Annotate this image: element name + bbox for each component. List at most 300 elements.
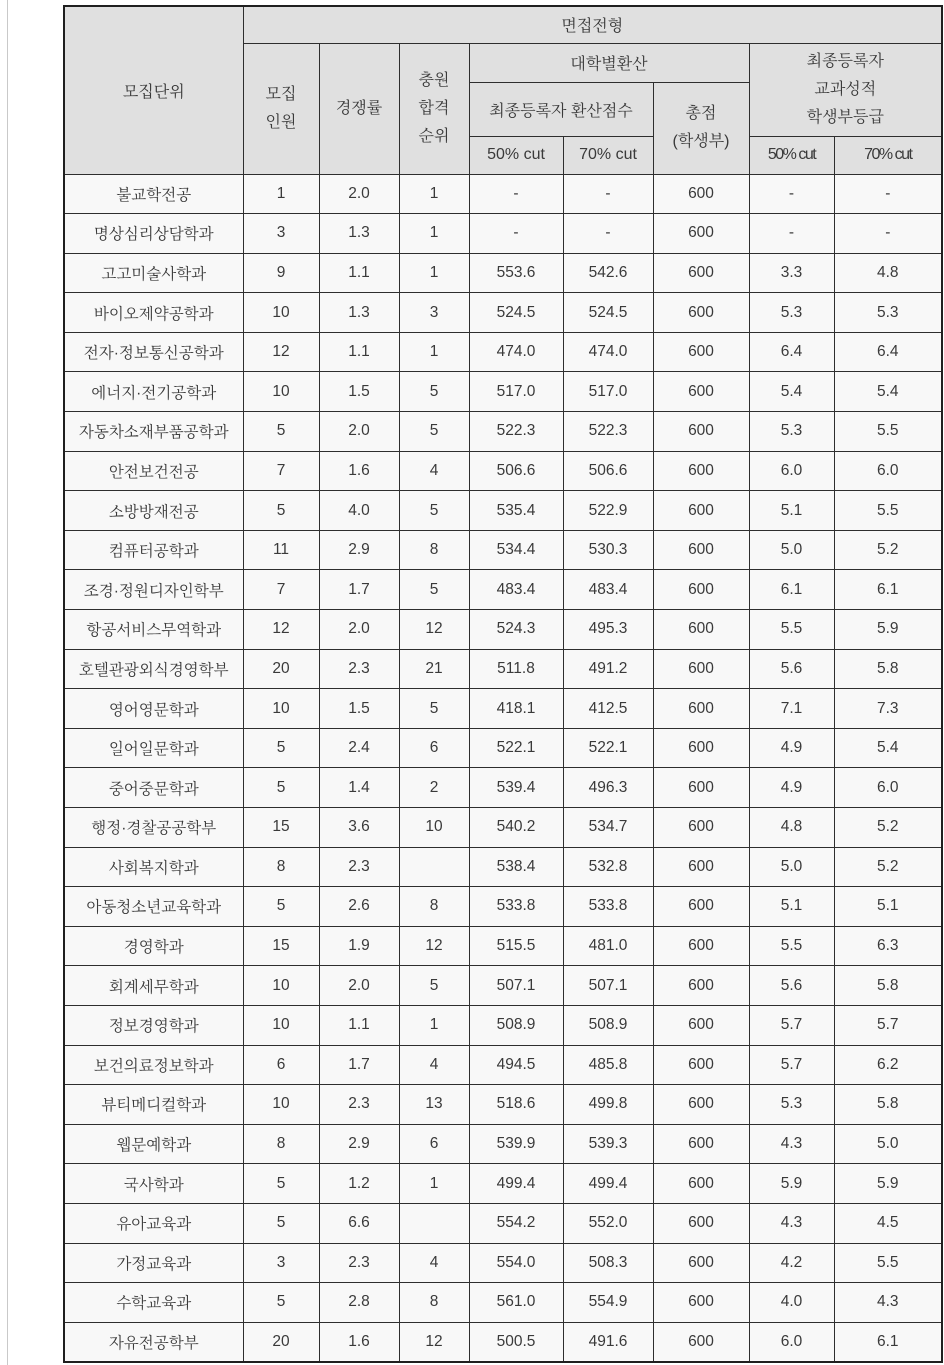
grade70-cell: 5.8 bbox=[834, 649, 942, 689]
quota-cell: 8 bbox=[243, 1124, 319, 1164]
ratio-cell: 4.0 bbox=[319, 491, 399, 531]
unit-name-cell: 일어일문학과 bbox=[64, 728, 243, 768]
total-cell: 600 bbox=[653, 649, 749, 689]
header-grade-cut70: 70% cut bbox=[834, 136, 942, 174]
cut50-cell: - bbox=[469, 214, 563, 254]
ratio-cell: 1.4 bbox=[319, 768, 399, 808]
total-cell: 600 bbox=[653, 847, 749, 887]
fill_rank-cell: 5 bbox=[399, 689, 469, 729]
grade70-cell: 5.4 bbox=[834, 728, 942, 768]
grade70-cell: 5.5 bbox=[834, 1243, 942, 1283]
quota-cell: 10 bbox=[243, 372, 319, 412]
table-row bbox=[64, 491, 942, 531]
ratio-cell: 2.3 bbox=[319, 1085, 399, 1125]
ratio-cell: 2.8 bbox=[319, 1283, 399, 1323]
quota-cell: 8 bbox=[243, 847, 319, 887]
grade50-cell: 4.9 bbox=[749, 728, 834, 768]
quota-cell: 5 bbox=[243, 728, 319, 768]
ratio-cell: 1.2 bbox=[319, 1164, 399, 1204]
grade50-cell: 4.9 bbox=[749, 768, 834, 808]
cut50-cell: 539.4 bbox=[469, 768, 563, 808]
cut50-cell: 524.3 bbox=[469, 610, 563, 650]
unit-name-cell: 자동차소재부품공학과 bbox=[64, 412, 243, 452]
cut50-cell: 507.1 bbox=[469, 966, 563, 1006]
header-ratio bbox=[319, 43, 399, 174]
unit-name-cell: 유아교육과 bbox=[64, 1203, 243, 1243]
total-cell: 600 bbox=[653, 1203, 749, 1243]
table-header bbox=[64, 6, 942, 174]
total-cell: 600 bbox=[653, 887, 749, 927]
total-cell: 600 bbox=[653, 1124, 749, 1164]
grade50-cell: 5.6 bbox=[749, 966, 834, 1006]
fill_rank-cell: 5 bbox=[399, 570, 469, 610]
total-cell: 600 bbox=[653, 332, 749, 372]
cut50-cell: 518.6 bbox=[469, 1085, 563, 1125]
header-total-line2: (학생부) bbox=[672, 133, 730, 150]
cut70-cell: 522.1 bbox=[563, 728, 653, 768]
cut50-cell: 522.1 bbox=[469, 728, 563, 768]
total-cell: 600 bbox=[653, 174, 749, 214]
grade70-cell: 5.8 bbox=[834, 1085, 942, 1125]
ratio-cell: 2.0 bbox=[319, 610, 399, 650]
fill_rank-cell: 5 bbox=[399, 966, 469, 1006]
unit-name-cell: 행정·경찰공공학부 bbox=[64, 808, 243, 848]
unit-name-cell: 바이오제약공학과 bbox=[64, 293, 243, 333]
unit-name-cell: 명상심리상담학과 bbox=[64, 214, 243, 254]
table-row bbox=[64, 214, 942, 254]
cut70-cell: 534.7 bbox=[563, 808, 653, 848]
ratio-cell: 2.3 bbox=[319, 1243, 399, 1283]
ratio-cell: 2.9 bbox=[319, 1124, 399, 1164]
table-row bbox=[64, 768, 942, 808]
table-row bbox=[64, 1045, 942, 1085]
unit-name-cell: 전자·정보통신공학과 bbox=[64, 332, 243, 372]
total-cell: 600 bbox=[653, 1283, 749, 1323]
table-row bbox=[64, 649, 942, 689]
grade70-cell: 5.5 bbox=[834, 491, 942, 531]
quota-cell: 5 bbox=[243, 1203, 319, 1243]
ratio-cell: 1.1 bbox=[319, 332, 399, 372]
grade50-cell: 5.0 bbox=[749, 847, 834, 887]
quota-cell: 9 bbox=[243, 253, 319, 293]
fill_rank-cell: 2 bbox=[399, 768, 469, 808]
grade70-cell: 5.1 bbox=[834, 887, 942, 927]
header-grade-line1: 최종등록자 bbox=[806, 52, 884, 70]
grade70-cell: 5.2 bbox=[834, 530, 942, 570]
unit-name-cell: 국사학과 bbox=[64, 1164, 243, 1204]
table-row bbox=[64, 926, 942, 966]
unit-name-cell: 조경·정원디자인학부 bbox=[64, 570, 243, 610]
cut50-cell: 533.8 bbox=[469, 887, 563, 927]
grade70-cell: 4.8 bbox=[834, 253, 942, 293]
quota-cell: 5 bbox=[243, 768, 319, 808]
quota-cell: 12 bbox=[243, 332, 319, 372]
cut50-cell: 534.4 bbox=[469, 530, 563, 570]
header-fill-line3: 순위 bbox=[418, 127, 450, 145]
unit-name-cell: 컴퓨터공학과 bbox=[64, 530, 243, 570]
ratio-cell: 3.6 bbox=[319, 808, 399, 848]
fill_rank-cell: 8 bbox=[399, 887, 469, 927]
cut50-cell: 554.0 bbox=[469, 1243, 563, 1283]
fill_rank-cell: 12 bbox=[399, 926, 469, 966]
cut70-cell: 530.3 bbox=[563, 530, 653, 570]
cut50-cell: 506.6 bbox=[469, 451, 563, 491]
fill_rank-cell: 1 bbox=[399, 1164, 469, 1204]
unit-name-cell: 사회복지학과 bbox=[64, 847, 243, 887]
cut50-cell: 511.8 bbox=[469, 649, 563, 689]
quota-cell: 5 bbox=[243, 412, 319, 452]
cut70-cell: 499.4 bbox=[563, 1164, 653, 1204]
fill_rank-cell: 4 bbox=[399, 1045, 469, 1085]
grade50-cell: 4.3 bbox=[749, 1124, 834, 1164]
grade50-cell: 6.1 bbox=[749, 570, 834, 610]
header-conv-cut50: 50% cut bbox=[469, 136, 563, 174]
cut70-cell: 532.8 bbox=[563, 847, 653, 887]
admission-table-container bbox=[63, 5, 943, 1363]
header-quota bbox=[243, 43, 319, 174]
grade50-cell: 4.0 bbox=[749, 1283, 834, 1323]
unit-name-cell: 수학교육과 bbox=[64, 1283, 243, 1323]
grade70-cell: 7.3 bbox=[834, 689, 942, 729]
grade70-cell: 5.4 bbox=[834, 372, 942, 412]
grade70-cell: - bbox=[834, 214, 942, 254]
quota-cell: 10 bbox=[243, 1005, 319, 1045]
table-row bbox=[64, 1283, 942, 1323]
unit-name-cell: 안전보건전공 bbox=[64, 451, 243, 491]
ratio-cell: 1.5 bbox=[319, 689, 399, 729]
table-row bbox=[64, 372, 942, 412]
grade50-cell: 5.3 bbox=[749, 412, 834, 452]
unit-name-cell: 항공서비스무역학과 bbox=[64, 610, 243, 650]
grade50-cell: 6.4 bbox=[749, 332, 834, 372]
grade50-cell: 6.0 bbox=[749, 451, 834, 491]
header-grade-cut50: 50% cut bbox=[749, 136, 834, 174]
ratio-cell: 1.6 bbox=[319, 451, 399, 491]
grade50-cell: 4.3 bbox=[749, 1203, 834, 1243]
total-cell: 600 bbox=[653, 214, 749, 254]
quota-cell: 5 bbox=[243, 887, 319, 927]
total-cell: 600 bbox=[653, 610, 749, 650]
ratio-cell: 1.1 bbox=[319, 253, 399, 293]
header-quota-line1: 모집 bbox=[265, 85, 297, 103]
cut70-cell: 496.3 bbox=[563, 768, 653, 808]
unit-name-cell: 웹문예학과 bbox=[64, 1124, 243, 1164]
cut70-cell: 483.4 bbox=[563, 570, 653, 610]
ratio-cell: 1.7 bbox=[319, 570, 399, 610]
grade70-cell: 6.4 bbox=[834, 332, 942, 372]
fill_rank-cell: 10 bbox=[399, 808, 469, 848]
grade70-cell: 5.9 bbox=[834, 1164, 942, 1204]
ratio-cell: 2.3 bbox=[319, 649, 399, 689]
grade70-cell: 6.1 bbox=[834, 570, 942, 610]
fill_rank-cell: 1 bbox=[399, 332, 469, 372]
total-cell: 600 bbox=[653, 1005, 749, 1045]
table-row bbox=[64, 253, 942, 293]
unit-name-cell: 회계세무학과 bbox=[64, 966, 243, 1006]
ratio-cell: 1.7 bbox=[319, 1045, 399, 1085]
table-row bbox=[64, 412, 942, 452]
total-cell: 600 bbox=[653, 689, 749, 729]
fill_rank-cell: 8 bbox=[399, 530, 469, 570]
table-row bbox=[64, 808, 942, 848]
table-row bbox=[64, 1124, 942, 1164]
header-univ-conversion-group bbox=[469, 43, 749, 82]
grade50-cell: 5.5 bbox=[749, 610, 834, 650]
cut50-cell: 517.0 bbox=[469, 372, 563, 412]
cut50-cell: 515.5 bbox=[469, 926, 563, 966]
cut50-cell: 561.0 bbox=[469, 1283, 563, 1323]
quota-cell: 10 bbox=[243, 689, 319, 729]
grade70-cell: 5.2 bbox=[834, 847, 942, 887]
total-cell: 600 bbox=[653, 1164, 749, 1204]
unit-name-cell: 정보경영학과 bbox=[64, 1005, 243, 1045]
cut70-cell: 485.8 bbox=[563, 1045, 653, 1085]
ratio-cell: 2.0 bbox=[319, 412, 399, 452]
fill_rank-cell: 5 bbox=[399, 412, 469, 452]
grade70-cell: 6.2 bbox=[834, 1045, 942, 1085]
header-recruit-unit bbox=[64, 6, 243, 174]
cut50-cell: 539.9 bbox=[469, 1124, 563, 1164]
total-cell: 600 bbox=[653, 1243, 749, 1283]
header-final-grade-group bbox=[749, 43, 942, 136]
cut70-cell: - bbox=[563, 174, 653, 214]
grade50-cell: 5.4 bbox=[749, 372, 834, 412]
header-conv-cut70: 70% cut bbox=[563, 136, 653, 174]
page-edge-line bbox=[7, 0, 8, 1365]
ratio-cell: 1.3 bbox=[319, 293, 399, 333]
header-interview-group-label: 면접전형 bbox=[561, 18, 624, 36]
table-row bbox=[64, 332, 942, 372]
unit-name-cell: 아동청소년교육학과 bbox=[64, 887, 243, 927]
cut50-cell: 499.4 bbox=[469, 1164, 563, 1204]
total-cell: 600 bbox=[653, 570, 749, 610]
fill_rank-cell: 8 bbox=[399, 1283, 469, 1323]
cut50-cell: 538.4 bbox=[469, 847, 563, 887]
total-cell: 600 bbox=[653, 451, 749, 491]
fill_rank-cell: 13 bbox=[399, 1085, 469, 1125]
fill_rank-cell: 6 bbox=[399, 728, 469, 768]
admission-results-table bbox=[63, 5, 943, 1363]
quota-cell: 20 bbox=[243, 1322, 319, 1362]
unit-name-cell: 영어영문학과 bbox=[64, 689, 243, 729]
quota-cell: 20 bbox=[243, 649, 319, 689]
header-final-conversion-label: 최종등록자 환산점수 bbox=[489, 102, 633, 120]
table-row bbox=[64, 887, 942, 927]
cut50-cell: 553.6 bbox=[469, 253, 563, 293]
fill_rank-cell: 21 bbox=[399, 649, 469, 689]
grade50-cell: 3.3 bbox=[749, 253, 834, 293]
fill_rank-cell: 3 bbox=[399, 293, 469, 333]
table-body bbox=[64, 174, 942, 1362]
grade50-cell: 5.3 bbox=[749, 293, 834, 333]
total-cell: 600 bbox=[653, 926, 749, 966]
unit-name-cell: 고고미술사학과 bbox=[64, 253, 243, 293]
grade70-cell: 5.8 bbox=[834, 966, 942, 1006]
total-cell: 600 bbox=[653, 412, 749, 452]
grade70-cell: 6.3 bbox=[834, 926, 942, 966]
ratio-cell: 1.9 bbox=[319, 926, 399, 966]
fill_rank-cell: 5 bbox=[399, 372, 469, 412]
quota-cell: 10 bbox=[243, 293, 319, 333]
unit-name-cell: 중어중문학과 bbox=[64, 768, 243, 808]
grade50-cell: 5.7 bbox=[749, 1045, 834, 1085]
fill_rank-cell: 12 bbox=[399, 610, 469, 650]
ratio-cell: 1.6 bbox=[319, 1322, 399, 1362]
ratio-cell: 2.6 bbox=[319, 887, 399, 927]
table-row bbox=[64, 451, 942, 491]
header-grade-line3: 학생부등급 bbox=[806, 108, 884, 126]
ratio-cell: 2.0 bbox=[319, 174, 399, 214]
cut70-cell: 524.5 bbox=[563, 293, 653, 333]
grade70-cell: 5.7 bbox=[834, 1005, 942, 1045]
cut70-cell: 491.6 bbox=[563, 1322, 653, 1362]
quota-cell: 7 bbox=[243, 570, 319, 610]
ratio-cell: 2.3 bbox=[319, 847, 399, 887]
unit-name-cell: 보건의료정보학과 bbox=[64, 1045, 243, 1085]
table-row bbox=[64, 570, 942, 610]
header-quota-line2: 인원 bbox=[265, 113, 297, 131]
total-cell: 600 bbox=[653, 768, 749, 808]
fill_rank-cell: 1 bbox=[399, 253, 469, 293]
ratio-cell: 6.6 bbox=[319, 1203, 399, 1243]
total-cell: 600 bbox=[653, 253, 749, 293]
grade70-cell: 6.1 bbox=[834, 1322, 942, 1362]
grade50-cell: 4.8 bbox=[749, 808, 834, 848]
quota-cell: 11 bbox=[243, 530, 319, 570]
table-row bbox=[64, 728, 942, 768]
table-row bbox=[64, 610, 942, 650]
ratio-cell: 2.9 bbox=[319, 530, 399, 570]
unit-name-cell: 뷰티메디컬학과 bbox=[64, 1085, 243, 1125]
cut70-cell: 491.2 bbox=[563, 649, 653, 689]
unit-name-cell: 자유전공학부 bbox=[64, 1322, 243, 1362]
ratio-cell: 2.0 bbox=[319, 966, 399, 1006]
table-row bbox=[64, 689, 942, 729]
header-univ-conversion-label: 대학별환산 bbox=[570, 56, 648, 73]
grade50-cell: 5.7 bbox=[749, 1005, 834, 1045]
header-grade-line2: 교과성적 bbox=[814, 80, 877, 98]
grade70-cell: 6.0 bbox=[834, 451, 942, 491]
table-row bbox=[64, 966, 942, 1006]
grade50-cell: - bbox=[749, 214, 834, 254]
cut70-cell: 506.6 bbox=[563, 451, 653, 491]
grade50-cell: 5.5 bbox=[749, 926, 834, 966]
table-row bbox=[64, 847, 942, 887]
grade50-cell: 5.0 bbox=[749, 530, 834, 570]
grade50-cell: 5.9 bbox=[749, 1164, 834, 1204]
fill_rank-cell: 1 bbox=[399, 1005, 469, 1045]
grade70-cell: 6.0 bbox=[834, 768, 942, 808]
grade50-cell: 6.0 bbox=[749, 1322, 834, 1362]
fill_rank-cell: 5 bbox=[399, 491, 469, 531]
cut50-cell: 474.0 bbox=[469, 332, 563, 372]
table-row bbox=[64, 1164, 942, 1204]
ratio-cell: 1.1 bbox=[319, 1005, 399, 1045]
quota-cell: 15 bbox=[243, 926, 319, 966]
cut70-cell: 474.0 bbox=[563, 332, 653, 372]
cut50-cell: 418.1 bbox=[469, 689, 563, 729]
cut50-cell: 483.4 bbox=[469, 570, 563, 610]
grade50-cell: 4.2 bbox=[749, 1243, 834, 1283]
cut70-cell: 554.9 bbox=[563, 1283, 653, 1323]
table-row bbox=[64, 530, 942, 570]
cut70-cell: 552.0 bbox=[563, 1203, 653, 1243]
cut70-cell: 507.1 bbox=[563, 966, 653, 1006]
total-cell: 600 bbox=[653, 530, 749, 570]
quota-cell: 10 bbox=[243, 966, 319, 1006]
fill_rank-cell: 6 bbox=[399, 1124, 469, 1164]
fill_rank-cell: 1 bbox=[399, 214, 469, 254]
grade70-cell: 5.0 bbox=[834, 1124, 942, 1164]
table-row bbox=[64, 174, 942, 214]
cut70-cell: 508.3 bbox=[563, 1243, 653, 1283]
cut50-cell: 522.3 bbox=[469, 412, 563, 452]
table-row bbox=[64, 1243, 942, 1283]
quota-cell: 1 bbox=[243, 174, 319, 214]
cut70-cell: 499.8 bbox=[563, 1085, 653, 1125]
unit-name-cell: 소방방재전공 bbox=[64, 491, 243, 531]
cut50-cell: 508.9 bbox=[469, 1005, 563, 1045]
cut70-cell: 412.5 bbox=[563, 689, 653, 729]
grade70-cell: 5.2 bbox=[834, 808, 942, 848]
cut70-cell: 522.9 bbox=[563, 491, 653, 531]
cut70-cell: 517.0 bbox=[563, 372, 653, 412]
fill_rank-cell: 1 bbox=[399, 174, 469, 214]
cut70-cell: 539.3 bbox=[563, 1124, 653, 1164]
fill_rank-cell bbox=[399, 1203, 469, 1243]
header-fill-line2: 합격 bbox=[418, 99, 450, 117]
quota-cell: 7 bbox=[243, 451, 319, 491]
unit-name-cell: 가정교육과 bbox=[64, 1243, 243, 1283]
total-cell: 600 bbox=[653, 808, 749, 848]
unit-name-cell: 호텔관광외식경영학부 bbox=[64, 649, 243, 689]
quota-cell: 15 bbox=[243, 808, 319, 848]
ratio-cell: 1.5 bbox=[319, 372, 399, 412]
total-cell: 600 bbox=[653, 1322, 749, 1362]
table-row bbox=[64, 1322, 942, 1362]
total-cell: 600 bbox=[653, 966, 749, 1006]
quota-cell: 10 bbox=[243, 1085, 319, 1125]
cut50-cell: 554.2 bbox=[469, 1203, 563, 1243]
total-cell: 600 bbox=[653, 1045, 749, 1085]
quota-cell: 5 bbox=[243, 1283, 319, 1323]
total-cell: 600 bbox=[653, 372, 749, 412]
cut50-cell: 494.5 bbox=[469, 1045, 563, 1085]
table-row bbox=[64, 1203, 942, 1243]
total-cell: 600 bbox=[653, 491, 749, 531]
cut50-cell: 500.5 bbox=[469, 1322, 563, 1362]
unit-name-cell: 불교학전공 bbox=[64, 174, 243, 214]
ratio-cell: 2.4 bbox=[319, 728, 399, 768]
table-row bbox=[64, 1005, 942, 1045]
header-total-line1: 총점 bbox=[685, 105, 717, 122]
grade70-cell: 4.5 bbox=[834, 1203, 942, 1243]
ratio-cell: 1.3 bbox=[319, 214, 399, 254]
grade70-cell: - bbox=[834, 174, 942, 214]
grade50-cell: 5.1 bbox=[749, 491, 834, 531]
cut70-cell: 522.3 bbox=[563, 412, 653, 452]
cut50-cell: 524.5 bbox=[469, 293, 563, 333]
header-fill-line1: 충원 bbox=[418, 71, 450, 89]
header-recruit-unit-label: 모집단위 bbox=[122, 83, 185, 101]
cut70-cell: 533.8 bbox=[563, 887, 653, 927]
cut50-cell: - bbox=[469, 174, 563, 214]
header-fill-rank bbox=[399, 43, 469, 174]
fill_rank-cell: 4 bbox=[399, 451, 469, 491]
fill_rank-cell: 12 bbox=[399, 1322, 469, 1362]
quota-cell: 12 bbox=[243, 610, 319, 650]
cut50-cell: 535.4 bbox=[469, 491, 563, 531]
